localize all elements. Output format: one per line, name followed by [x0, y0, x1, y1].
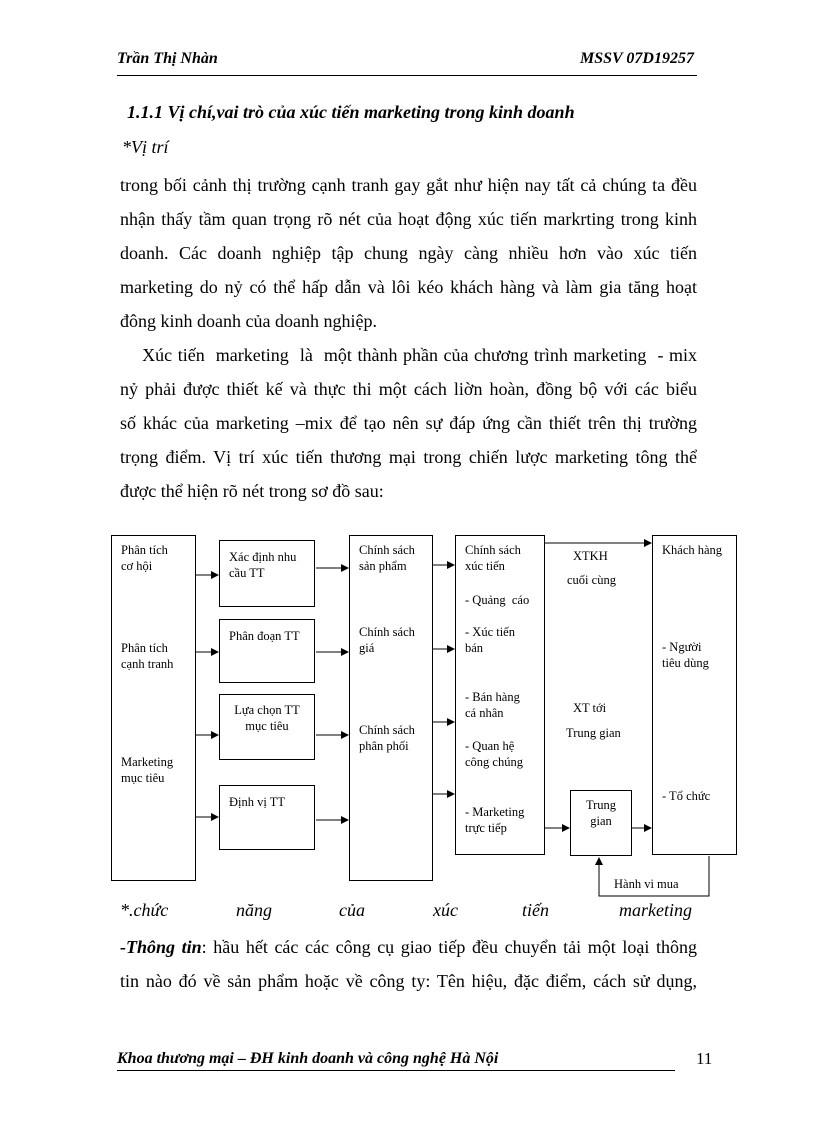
- box-text: - Người tiêu dùng: [662, 640, 709, 670]
- box-customers: [652, 535, 737, 855]
- paragraph-line: trong bối cảnh thị trường cạnh tranh gay gắt như hiện nay tất cả chúng ta đều: [120, 175, 697, 195]
- info-label: -Thông tin: [120, 937, 202, 957]
- box-promotion: [455, 535, 545, 855]
- label-final: cuối cùng: [567, 573, 616, 587]
- header-student-id: MSSV 07D19257: [580, 50, 694, 67]
- box-text: Định vị TT: [229, 795, 286, 809]
- box-intermediary: [570, 790, 632, 856]
- paragraph-line: marketing do nỷ có thể hấp dẫn và lôi kéo khách hàng và làm gia tăng hoạt: [120, 277, 697, 297]
- box-text: Chính sách phân phối: [359, 723, 415, 753]
- paragraph-line: nhận thấy tầm quan trọng rõ nét của hoạt động xúc tiến markrting trong kinh: [120, 209, 697, 229]
- paragraph-line: đông kinh doanh của doanh nghiệp.: [120, 311, 377, 331]
- paragraph-line: được thể hiện rõ nét trong sơ đồ sau:: [120, 481, 384, 501]
- paragraph-line: trọng điểm. Vị trí xúc tiến thương mại trong chiến lược marketing tông thể: [120, 447, 697, 467]
- info-paragraph: [120, 930, 697, 998]
- box-demand: [219, 540, 315, 607]
- caption-word: marketing: [619, 900, 692, 920]
- caption-word: tiến: [522, 900, 549, 920]
- paragraph-line: số khác của marketing –mix để tạo nên sự đáp ứng cần thiết trên thị trường: [120, 413, 697, 433]
- paragraph-line: Xúc tiến marketing là một thành phần của chương trình marketing - mix: [120, 345, 697, 365]
- box-text: Marketing mục tiêu: [121, 755, 174, 785]
- info-line-2: tin nào đó về sản phẩm hoặc về công ty: Tên hiệu, đặc điểm, cách sử dụng,: [120, 971, 697, 991]
- section-heading: 1.1.1 Vị chí,vai trò của xúc tiến marketing trong kinh doanh: [127, 102, 575, 122]
- box-text: Xác định nhu cầu TT: [229, 550, 297, 580]
- box-analysis: [111, 535, 196, 881]
- box-text: Phân đoạn TT: [229, 629, 300, 643]
- info-text: : hầu hết các các công cụ giao tiếp đều chuyển tải một loại thông: [201, 937, 697, 957]
- box-text: - Tổ chức: [662, 789, 711, 803]
- footer-rule: [117, 1070, 675, 1071]
- box-text: Phân tích cơ hội: [121, 543, 168, 573]
- box-text: - Bán hàng cá nhân: [465, 690, 520, 720]
- box-text: Phân tích cạnh tranh: [121, 641, 174, 671]
- box-positioning: [219, 785, 315, 850]
- caption-word: *.chức: [120, 900, 169, 920]
- box-text: - Marketing trực tiếp: [465, 805, 525, 835]
- label-xtkh: XTKH: [573, 549, 608, 563]
- paragraph-line: doanh. Các doanh nghiệp tập chung ngày càng nhiều hơn vào xúc tiến: [120, 243, 697, 263]
- box-text: - Quan hệ công chúng: [465, 739, 523, 769]
- caption-word: của: [339, 900, 365, 920]
- box-text: Khách hàng: [662, 543, 723, 557]
- caption-word: xúc: [433, 900, 458, 920]
- box-text: Trung gian: [585, 798, 617, 828]
- page-number: 11: [696, 1049, 713, 1068]
- label-intermediary: Trung gian: [566, 726, 621, 740]
- box-segmentation: [219, 619, 315, 683]
- box-policies: [349, 535, 433, 881]
- caption-word: năng: [236, 900, 272, 920]
- box-text: - Quảng cáo: [465, 593, 530, 607]
- box-text: Chính sách giá: [359, 625, 415, 655]
- box-text: Chính sách sản phẩm: [359, 543, 415, 573]
- header-author: Trần Thị Nhàn: [117, 50, 218, 67]
- paragraph-line: nỷ phải được thiết kế và thực thi một cách liờn hoàn, đồng bộ với các biểu: [120, 379, 697, 399]
- info-line-1: [120, 930, 697, 964]
- box-targeting: [219, 694, 315, 760]
- label-buying-behavior: Hành vi mua: [614, 877, 679, 891]
- label-xt-to: XT tới: [573, 701, 607, 715]
- box-text: Lựa chọn TT mục tiêu: [234, 703, 300, 733]
- box-text: - Xúc tiến bán: [465, 625, 515, 655]
- subheading: *Vị trí: [122, 137, 169, 157]
- footer-text: Khoa thương mại – ĐH kinh doanh và công nghệ Hà Nội: [117, 1050, 499, 1067]
- box-text: Chính sách xúc tiến: [465, 543, 521, 573]
